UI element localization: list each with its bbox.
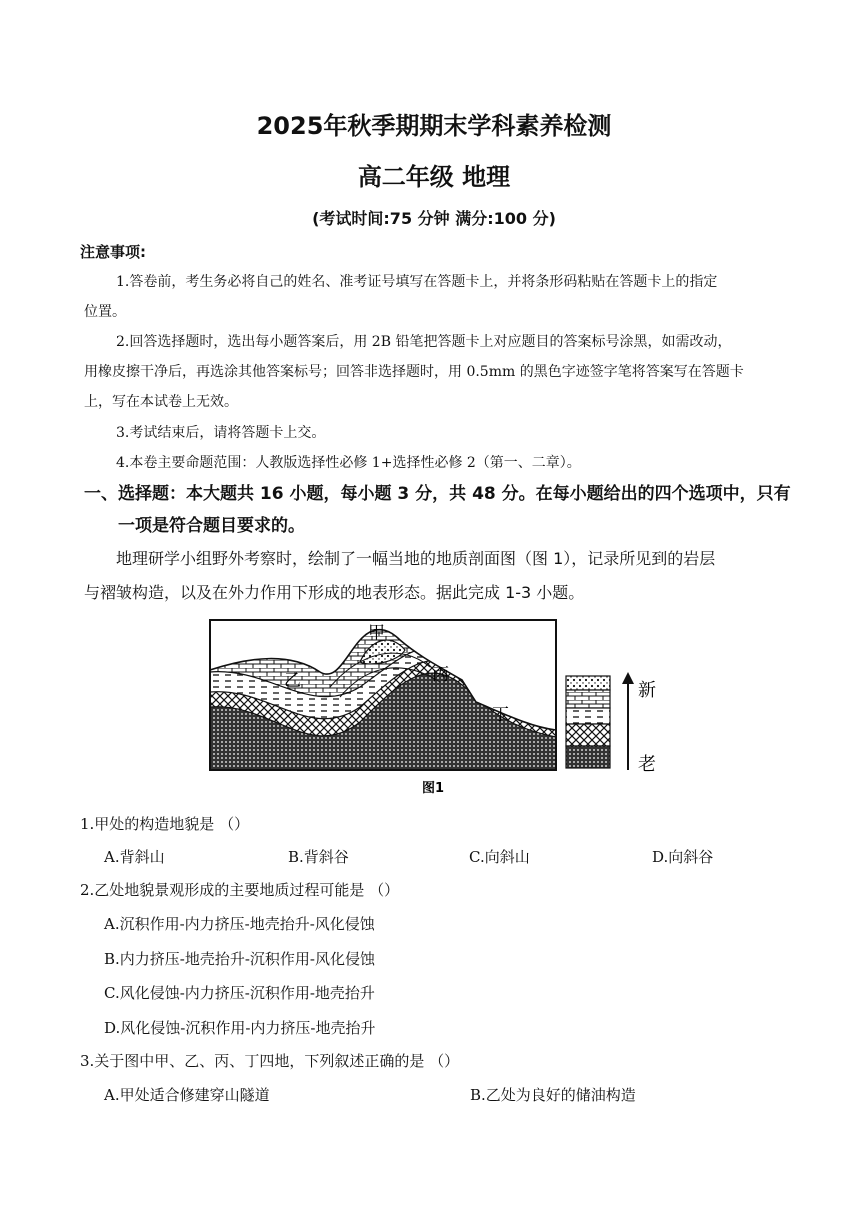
q2-option-c: C.风化侵蚀-内力挤压-沉积作用-地壳抬升 bbox=[104, 984, 375, 1002]
notice-line: 3.考试结束后，请将答题卡上交。 bbox=[116, 425, 326, 441]
notice-line: 1.答卷前，考生务必将自己的姓名、准考证号填写在答题卡上，并将条形码粘贴在答题卡上的指定 bbox=[116, 274, 718, 290]
notice-line: 位置。 bbox=[84, 304, 126, 320]
label-ding: 丁 bbox=[492, 705, 509, 725]
section-line-2: 一项是符合题目要求的。 bbox=[118, 516, 305, 536]
label-jia: 甲 bbox=[368, 623, 385, 643]
question-2-stem: 2.乙处地貌景观形成的主要地质过程可能是 （） bbox=[80, 881, 400, 899]
legend-new-label: 新 bbox=[638, 680, 656, 701]
arrow-up-icon bbox=[622, 672, 634, 684]
notice-title: 注意事项: bbox=[80, 243, 146, 261]
notice-line: 上，写在本试卷上无效。 bbox=[84, 394, 238, 410]
legend-old-label: 老 bbox=[638, 754, 656, 775]
question-intro bbox=[84, 542, 804, 610]
q2-option-b: B.内力挤压-地壳抬升-沉积作用-风化侵蚀 bbox=[104, 950, 375, 968]
section-line-1: 一、选择题：本大题共 16 小题，每小题 3 分，共 48 分。在每小题给出的四个选项中，只有 bbox=[84, 484, 791, 504]
question-3-stem: 3.关于图中甲、乙、丙、丁四地，下列叙述正确的是 （） bbox=[80, 1052, 460, 1070]
figure-caption: 图1 bbox=[422, 781, 445, 796]
q1-option-d: D.向斜谷 bbox=[652, 848, 714, 866]
q1-option-b: B.背斜谷 bbox=[288, 848, 349, 866]
exam-title: 2025年秋季期期末学科素养检测 bbox=[256, 112, 612, 140]
label-yi: 乙 bbox=[284, 671, 301, 691]
strata-legend bbox=[566, 676, 610, 768]
notice-line: 4.本卷主要命题范围：人教版选择性必修 1+选择性必修 2（第一、二章）。 bbox=[116, 455, 581, 471]
q3-option-b: B.乙处为良好的储油构造 bbox=[470, 1086, 636, 1104]
q2-option-d: D.风化侵蚀-沉积作用-内力挤压-地壳抬升 bbox=[104, 1019, 376, 1037]
q1-option-c: C.向斜山 bbox=[469, 848, 530, 866]
notice-line: 2.回答选择题时，选出每小题答案后，用 2B 铅笔把答题卡上对应题目的答案标号涂黑，如需改动， bbox=[116, 334, 732, 350]
exam-info: (考试时间:75 分钟 满分:100 分) bbox=[312, 209, 556, 228]
q3-option-a: A.甲处适合修建穿山隧道 bbox=[104, 1086, 270, 1104]
intro-line-2: 与褶皱构造，以及在外力作用下形成的地表形态。据此完成 1-3 小题。 bbox=[84, 583, 585, 602]
q2-option-a: A.沉积作用-内力挤压-地壳抬升-风化侵蚀 bbox=[104, 915, 375, 933]
intro-line-1: 地理研学小组野外考察时，绘制了一幅当地的地质剖面图（图 1），记录所见到的岩层 bbox=[116, 549, 716, 568]
notice-line: 用橡皮擦干净后，再选涂其他答案标号；回答非选择题时，用 0.5mm 的黑色字迹签字笔将答案写在答题卡 bbox=[84, 364, 744, 380]
question-1-stem: 1.甲处的构造地貌是 （） bbox=[80, 815, 250, 833]
exam-subtitle: 高二年级 地理 bbox=[357, 163, 511, 191]
geologic-section-figure bbox=[200, 612, 680, 802]
q1-option-a: A.背斜山 bbox=[104, 848, 165, 866]
section-heading bbox=[84, 478, 804, 542]
label-bing: 丙 bbox=[432, 665, 449, 685]
